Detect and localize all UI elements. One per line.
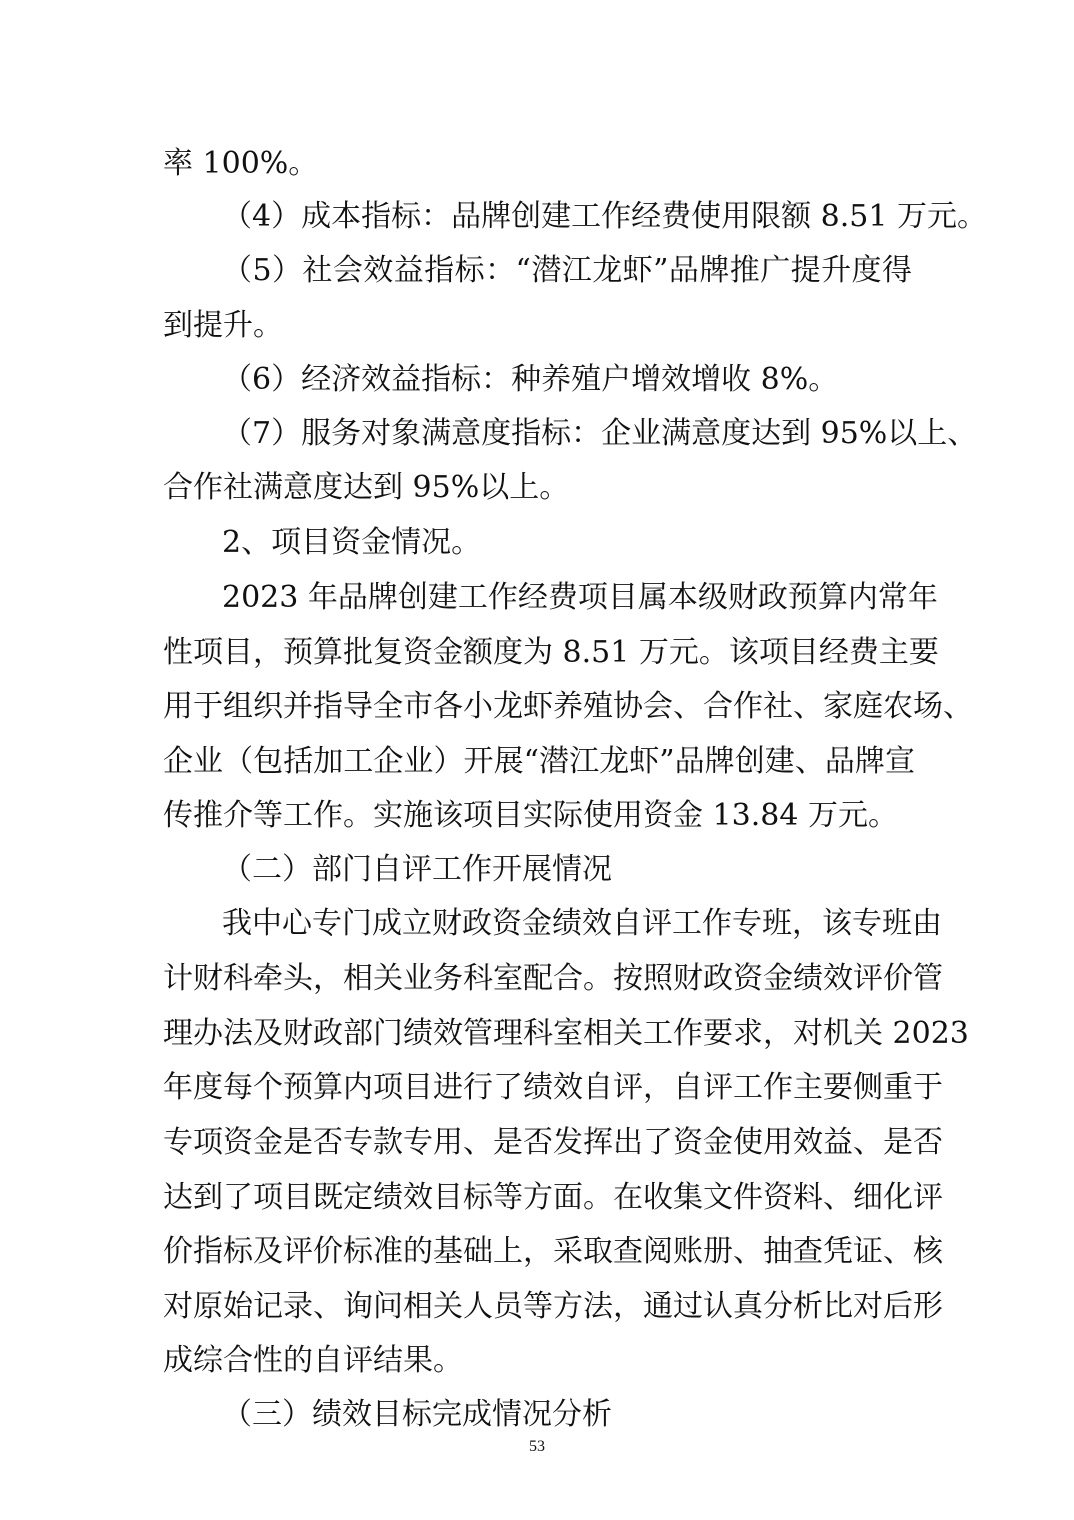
text-line-4: 到提升。 [163, 308, 283, 343]
text-line-3: （5）社会效益指标：“潜江龙虾”品牌推广提升度得 [222, 253, 912, 288]
text-line-20: 达到了项目既定绩效目标等方面。在收集文件资料、细化评 [163, 1180, 943, 1215]
text-line-18: 年度每个预算内项目进行了绩效自评，自评工作主要侧重于 [163, 1070, 943, 1105]
text-line-23: 成综合性的自评结果。 [163, 1343, 463, 1378]
text-line-16: 计财科牵头，相关业务科室配合。按照财政资金绩效评价管 [163, 961, 943, 996]
section-heading-3: （三）绩效目标完成情况分析 [222, 1397, 612, 1432]
text-line-11: 用于组织并指导全市各小龙虾养殖协会、合作社、家庭农场、 [163, 689, 973, 724]
text-line-12: 企业（包括加工企业）开展“潜江龙虾”品牌创建、品牌宣 [163, 744, 915, 779]
text-line-5: （6）经济效益指标：种养殖户增效增收 8%。 [222, 362, 839, 397]
text-line-2: （4）成本指标：品牌创建工作经费使用限额 8.51 万元。 [222, 199, 987, 234]
text-line-15: 我中心专门成立财政资金绩效自评工作专班，该专班由 [222, 906, 942, 941]
text-line-1: 率 100%。 [163, 146, 319, 181]
page-number: 53 [529, 1438, 545, 1455]
text-line-7: 合作社满意度达到 95%以上。 [163, 470, 570, 505]
text-line-21: 价指标及评价标准的基础上，采取查阅账册、抽查凭证、核 [163, 1234, 943, 1269]
text-line-13: 传推介等工作。实施该项目实际使用资金 13.84 万元。 [163, 798, 898, 833]
text-line-17: 理办法及财政部门绩效管理科室相关工作要求，对机关 2023 [163, 1016, 969, 1051]
text-line-22: 对原始记录、询问相关人员等方法，通过认真分析比对后形 [163, 1289, 943, 1324]
text-line-8: 2、项目资金情况。 [222, 525, 482, 560]
text-line-9: 2023 年品牌创建工作经费项目属本级财政预算内常年 [222, 580, 938, 615]
section-heading-2: （二）部门自评工作开展情况 [222, 852, 612, 887]
text-line-10: 性项目，预算批复资金额度为 8.51 万元。该项目经费主要 [163, 635, 939, 670]
text-line-6: （7）服务对象满意度指标：企业满意度达到 95%以上、 [222, 416, 978, 451]
text-line-19: 专项资金是否专款专用、是否发挥出了资金使用效益、是否 [163, 1125, 943, 1160]
